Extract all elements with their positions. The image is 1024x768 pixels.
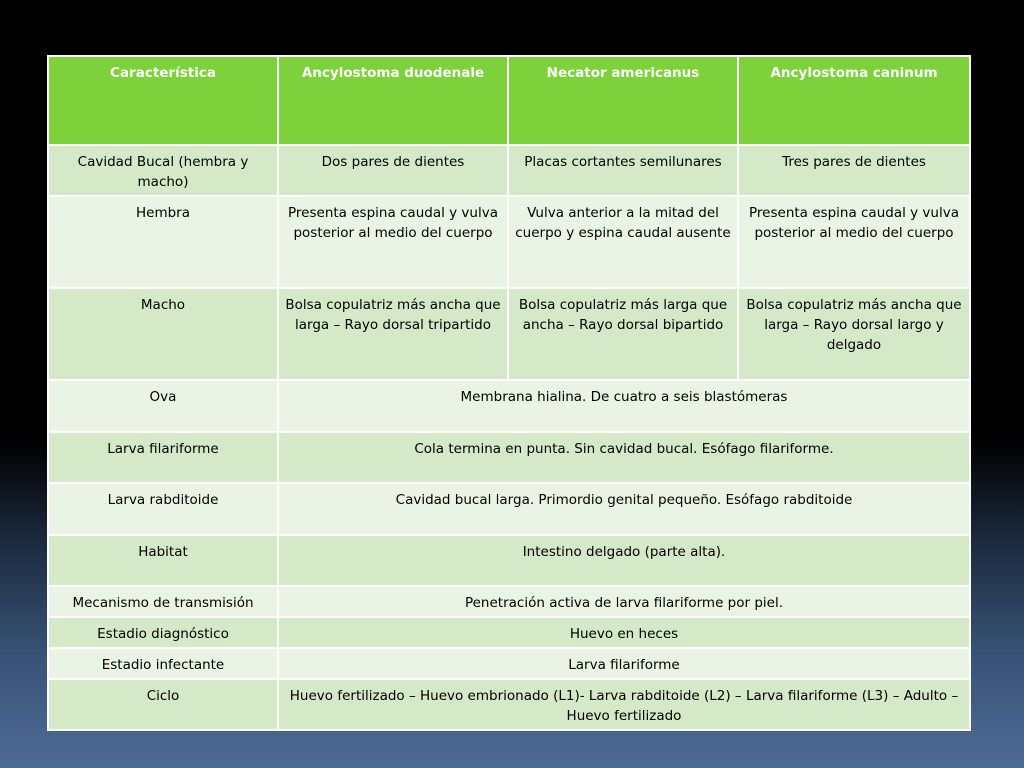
- header-ancylostoma-duodenale: Ancylostoma duodenale: [278, 56, 508, 145]
- merged-cell: Penetración activa de larva filariforme por piel.: [278, 586, 970, 617]
- merged-cell: Larva filariforme: [278, 648, 970, 679]
- table-cell: Vulva anterior a la mitad del cuerpo y espina caudal ausente: [508, 196, 738, 288]
- table-cell: Tres pares de dientes: [738, 145, 970, 196]
- row-label: Ova: [48, 380, 278, 432]
- header-ancylostoma-caninum: Ancylostoma caninum: [738, 56, 970, 145]
- header-necator-americanus: Necator americanus: [508, 56, 738, 145]
- table-cell: Presenta espina caudal y vulva posterior al medio del cuerpo: [738, 196, 970, 288]
- merged-cell: Intestino delgado (parte alta).: [278, 535, 970, 586]
- table-row: [48, 535, 970, 586]
- row-label: Estadio diagnóstico: [48, 617, 278, 648]
- row-label: Larva filariforme: [48, 432, 278, 483]
- table-cell: Presenta espina caudal y vulva posterior al medio del cuerpo: [278, 196, 508, 288]
- merged-cell: Cavidad bucal larga. Primordio genital pequeño. Esófago rabditoide: [278, 483, 970, 535]
- row-label: Larva rabditoide: [48, 483, 278, 535]
- merged-cell: Huevo fertilizado – Huevo embrionado (L1)- Larva rabditoide (L2) – Larva filariforme (L3) – Adulto – Huevo fertilizado: [278, 679, 970, 730]
- table-cell: Bolsa copulatriz más ancha que larga – Rayo dorsal tripartido: [278, 288, 508, 380]
- table-row: [48, 617, 970, 648]
- table-cell: Bolsa copulatriz más larga que ancha – Rayo dorsal bipartido: [508, 288, 738, 380]
- row-label: Mecanismo de transmisión: [48, 586, 278, 617]
- row-label: Macho: [48, 288, 278, 380]
- table-header-row: [48, 56, 970, 145]
- hookworm-comparison-table: [47, 55, 971, 731]
- table-row: [48, 145, 970, 196]
- table-cell: Placas cortantes semilunares: [508, 145, 738, 196]
- merged-cell: Cola termina en punta. Sin cavidad bucal. Esófago filariforme.: [278, 432, 970, 483]
- row-label: Habitat: [48, 535, 278, 586]
- table-row: [48, 586, 970, 617]
- table-cell: Dos pares de dientes: [278, 145, 508, 196]
- table-row: [48, 196, 970, 288]
- row-label: Ciclo: [48, 679, 278, 730]
- table-row: [48, 483, 970, 535]
- row-label: Hembra: [48, 196, 278, 288]
- merged-cell: Membrana hialina. De cuatro a seis blastómeras: [278, 380, 970, 432]
- table-cell: Bolsa copulatriz más ancha que larga – Rayo dorsal largo y delgado: [738, 288, 970, 380]
- table-row: [48, 288, 970, 380]
- table-row: [48, 380, 970, 432]
- header-characteristic: Característica: [48, 56, 278, 145]
- row-label: Estadio infectante: [48, 648, 278, 679]
- table-row: [48, 432, 970, 483]
- table-row: [48, 648, 970, 679]
- table-row: [48, 679, 970, 730]
- merged-cell: Huevo en heces: [278, 617, 970, 648]
- row-label: Cavidad Bucal (hembra y macho): [48, 145, 278, 196]
